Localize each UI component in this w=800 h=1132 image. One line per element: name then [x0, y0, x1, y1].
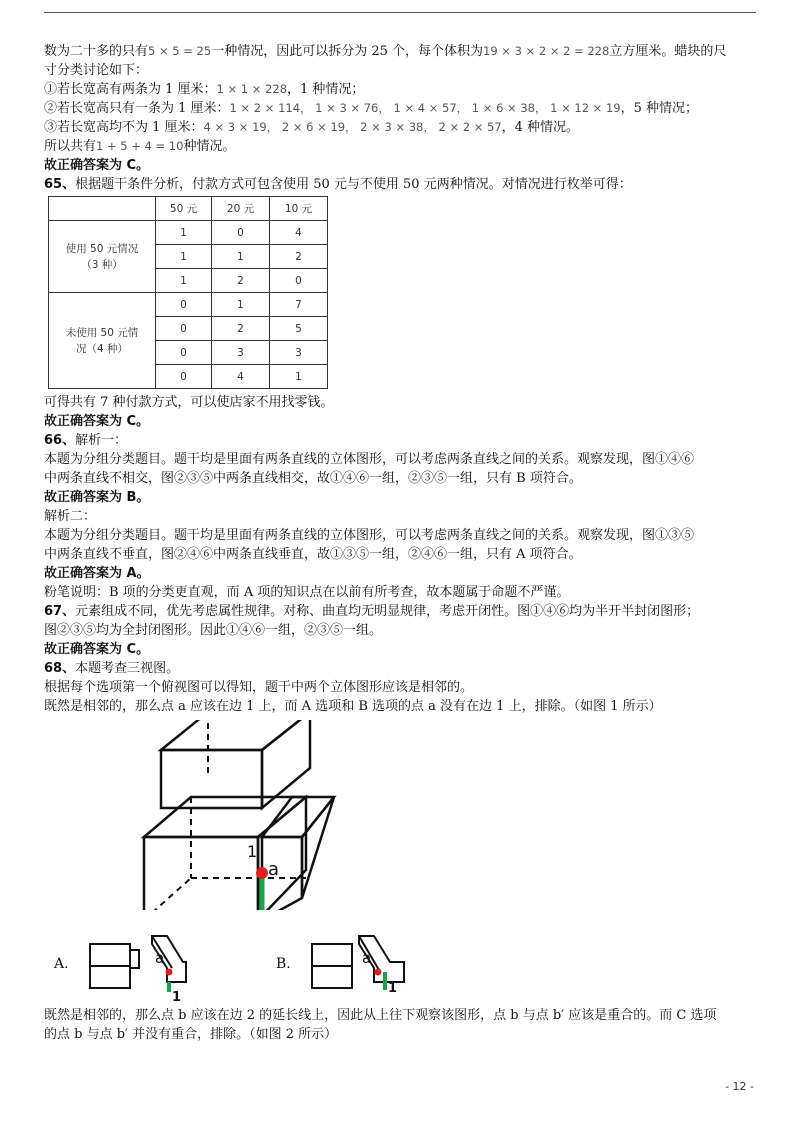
- table-row: [49, 221, 328, 245]
- formula: 1 × 2 × 114， 1 × 3 × 76， 1 × 4 × 57， 1 × 6 × 38， 1 × 12 × 19: [229, 101, 621, 115]
- text: ，1 种情况；: [287, 82, 365, 97]
- q67-para-1: [44, 602, 756, 621]
- top-box-front-face: [161, 750, 262, 808]
- formula: 1 × 1 × 228: [216, 82, 288, 96]
- group-label-unused: [49, 293, 156, 389]
- table-cell: 3: [212, 341, 270, 365]
- option-a-side-stub: [130, 950, 139, 968]
- page-content: [44, 42, 756, 1044]
- table-cell: 1: [156, 269, 212, 293]
- q66-title-2: 解析二：: [44, 509, 97, 524]
- case-1: [44, 80, 756, 99]
- intro-line-2: 寸分类讨论如下：: [44, 63, 149, 78]
- page-number: - 12 -: [725, 1080, 754, 1093]
- text: 况（4 种）: [75, 342, 129, 355]
- formula: 4 × 3 × 19， 2 × 6 × 19， 2 × 3 × 38， 2 × 2 × 57: [203, 120, 502, 134]
- q68-para-1: 根据每个选项第一个俯视图可以得知，题干中两个立体图形应该是相邻的。: [44, 680, 474, 695]
- question-number: 66、: [44, 433, 76, 448]
- q66-note: 粉笔说明：B 项的分类更直观，而 A 项的知识点在以前有所考查，故本题属于命题不严谨。: [44, 585, 570, 600]
- text: （3 种）: [81, 258, 123, 271]
- q66-para-2a: 本题为分组分类题目。题干均是里面有两条直线的立体图形，可以考虑两条直线之间的关系。观察发现，图①③⑤: [44, 528, 695, 543]
- q67-para-2: 图②③⑤均为全封闭图形。因此①④⑥一组，②③⑤一组。: [44, 623, 383, 638]
- table-cell: 2: [212, 317, 270, 341]
- case-2: [44, 99, 756, 118]
- payment-table: [48, 196, 328, 389]
- table-cell: 1: [212, 245, 270, 269]
- label-point-a: a: [268, 859, 280, 880]
- answer-66-1: 故正确答案为 B。: [44, 490, 150, 505]
- option-a-edge-label: 1: [172, 990, 182, 1005]
- q66-para-1b: 中两条直线不相交，图②③⑤中两条直线相交，故①④⑥一组，②③⑤一组，只有 B 项符合。: [44, 471, 582, 486]
- table-cell: 0: [212, 221, 270, 245]
- q68-para-3b: 的点 b 与点 b′ 并没有重合，排除。（如图 2 所示）: [44, 1027, 338, 1042]
- table-cell: 1: [156, 221, 212, 245]
- text: 未使用 50 元情: [65, 326, 139, 339]
- table-cell: 5: [270, 317, 328, 341]
- table-header-row: [49, 197, 328, 221]
- text: ②若长宽高只有一条为 1 厘米：: [44, 101, 230, 116]
- text: ，5 种情况；: [620, 101, 699, 116]
- q66-para-1a: 本题为分组分类题目。题干均是里面有两条直线的立体图形，可以考虑两条直线之间的关系。观察发现，图①④⑥: [44, 452, 695, 467]
- group-label-used: [49, 221, 156, 293]
- text: ③若长宽高均不为 1 厘米：: [44, 120, 204, 135]
- q65-summary: 可得共有 7 种付款方式，可以使店家不用找零钱。: [44, 395, 334, 410]
- text: 使用 50 元情况: [65, 242, 139, 255]
- header-rule: [44, 12, 756, 13]
- figure-1-3d-blocks: [44, 720, 756, 910]
- table-cell: 4: [212, 365, 270, 389]
- label-edge-1: 1: [247, 842, 258, 861]
- case-3: [44, 118, 756, 137]
- text: 所以共有: [44, 139, 97, 154]
- table-cell: 0: [156, 293, 212, 317]
- table-cell: 2: [270, 245, 328, 269]
- text: 解析一：: [75, 433, 128, 448]
- formula: 1 + 5 + 4 = 10: [96, 139, 184, 153]
- text: ，4 种情况。: [501, 120, 580, 135]
- table-cell: 1: [156, 245, 212, 269]
- options-figure: [44, 910, 756, 1006]
- answer-66-2: 故正确答案为 A。: [44, 566, 150, 581]
- option-a-views: [90, 936, 186, 988]
- intro-line-1: [44, 42, 756, 61]
- q68-para-3a: 既然是相邻的，那么点 b 应该在边 2 的延长线上，因此从上往下观察该图形，点 b 与点 b′ 应该是重合的。而 C 选项: [44, 1008, 717, 1023]
- q68-para-0: [44, 659, 756, 678]
- table-cell: 0: [270, 269, 328, 293]
- header-cell: 10 元: [270, 197, 328, 221]
- option-a-point-marker: [166, 969, 173, 976]
- formula: 5 × 5 = 25: [148, 44, 212, 58]
- formula: 19 × 3 × 2 × 2 = 228: [483, 44, 610, 58]
- table-cell: 1: [212, 293, 270, 317]
- text: 一种情况，因此可以拆分为 25 个，每个体积为: [211, 44, 483, 59]
- text: 数为二十多的只有: [44, 44, 149, 59]
- total-line: [44, 137, 756, 156]
- header-cell: 20 元: [212, 197, 270, 221]
- table-cell: 0: [156, 341, 212, 365]
- question-number: 67、: [44, 604, 76, 619]
- header-cell: [49, 197, 156, 221]
- answer-64: 故正确答案为 C。: [44, 158, 150, 173]
- text: 元素组成不同，优先考虑属性规律。对称、曲直均无明显规律，考虑开闭性。图①④⑥均为半开半封闭图形；: [75, 604, 700, 619]
- option-a-point-label: a: [155, 949, 165, 967]
- q65-stem: [44, 175, 756, 194]
- cube-hidden-diagonal: [144, 878, 191, 910]
- q66-title: [44, 431, 756, 450]
- question-number: 68、: [44, 661, 76, 676]
- text: 根据题干条件分析，付款方式可包含使用 50 元与不使用 50 元两种情况。对情况进行枚举可得：: [75, 177, 632, 192]
- header-cell: 50 元: [156, 197, 212, 221]
- option-b-label: B.: [276, 956, 291, 972]
- table-cell: 2: [212, 269, 270, 293]
- table-cell: 4: [270, 221, 328, 245]
- cube-front-face: [144, 837, 258, 910]
- answer-67: 故正确答案为 C。: [44, 642, 150, 657]
- q68-para-2: 既然是相邻的，那么点 a 应该在边 1 上，而 A 选项和 B 选项的点 a 没有在边 1 上，排除。（如图 1 所示）: [44, 699, 662, 714]
- text: 立方厘米。蜡块的尺: [609, 44, 727, 59]
- option-a-label: A.: [54, 956, 69, 972]
- table-cell: 7: [270, 293, 328, 317]
- solid-figure-svg: [44, 720, 756, 910]
- cube-side-face: [258, 797, 306, 910]
- point-a-marker: [256, 867, 268, 879]
- top-box-side-face: [262, 720, 310, 808]
- option-b-point-label: a: [362, 949, 372, 967]
- options-svg: [44, 910, 756, 1006]
- text: ①若长宽高有两条为 1 厘米：: [44, 82, 217, 97]
- option-b-edge-label: 1: [388, 981, 398, 996]
- option-b-point-marker: [375, 969, 382, 976]
- table-cell: 0: [156, 317, 212, 341]
- text: 种情况。: [183, 139, 236, 154]
- q66-para-2b: 中两条直线不垂直，图②④⑥中两条直线垂直，故①③⑤一组，②④⑥一组，只有 A 项符合。: [44, 547, 582, 562]
- table-cell: 0: [156, 365, 212, 389]
- answer-65: 故正确答案为 C。: [44, 414, 150, 429]
- top-box-top-face: [161, 720, 310, 750]
- question-number: 65、: [44, 177, 76, 192]
- table-cell: 1: [270, 365, 328, 389]
- text: 本题考查三视图。: [75, 661, 180, 676]
- table-row: [49, 293, 328, 317]
- table-cell: 3: [270, 341, 328, 365]
